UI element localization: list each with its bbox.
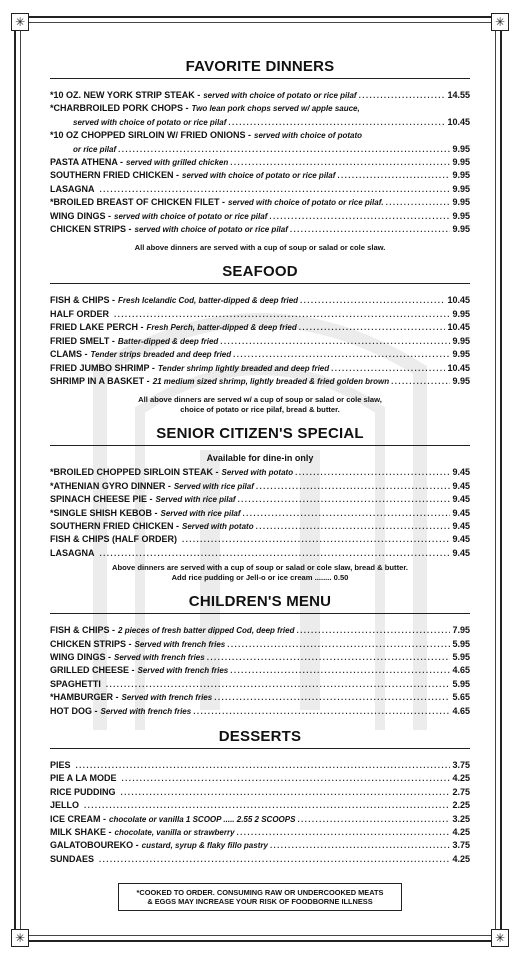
section-subtitle: Available for dine-in only	[206, 453, 314, 464]
menu-item-name: FRIED SMELT -	[50, 335, 115, 346]
dot-leader	[228, 116, 445, 129]
dot-leader	[290, 223, 451, 236]
menu-item-description: served with choice of potato or rice pilaf	[73, 117, 227, 127]
dot-leader	[84, 799, 450, 812]
menu-item-price: 9.95	[452, 170, 470, 181]
dot-leader	[269, 210, 450, 223]
item-list	[50, 759, 470, 866]
menu-item-price: 10.45	[447, 362, 470, 373]
menu-item-name: ICE CREAM -	[50, 813, 106, 824]
menu-item	[50, 533, 470, 546]
menu-item	[50, 116, 470, 129]
menu-item	[50, 375, 470, 388]
menu-item-description: Fresh Perch, batter-dipped & deep fried	[146, 323, 297, 333]
section-title: SENIOR CITIZEN'S SPECIAL	[50, 425, 470, 446]
menu-item-price: 9.95	[452, 335, 470, 346]
menu-item-price: 4.25	[452, 853, 470, 864]
menu-item	[50, 678, 470, 691]
section-title: CHILDREN'S MENU	[50, 593, 470, 614]
menu-item-name: FRIED JUMBO SHRIMP -	[50, 362, 155, 373]
senior-special-section	[50, 425, 470, 583]
menu-item-name: HALF ORDER	[50, 308, 109, 319]
menu-item-name: GRILLED CHEESE -	[50, 665, 135, 676]
menu-item-price: 2.25	[452, 800, 470, 811]
menu-item-price: 9.95	[452, 224, 470, 235]
menu-item-description: served with choice of potato or rice pilaf.	[228, 198, 384, 208]
menu-item	[50, 335, 470, 348]
menu-item-description: Two lean pork chops served w/ apple sauce,	[191, 104, 360, 114]
dot-leader	[300, 294, 445, 307]
menu-item-name: *SINGLE SHISH KEBOB -	[50, 507, 158, 518]
dot-leader	[214, 691, 450, 704]
menu-item-name: FISH & CHIPS -	[50, 295, 116, 306]
dot-leader	[106, 678, 451, 691]
menu-item	[50, 466, 470, 479]
menu-item-price: 9.95	[452, 157, 470, 168]
corner-ornament-icon: ✳	[491, 929, 509, 947]
dot-leader	[256, 520, 451, 533]
menu-item	[50, 691, 470, 704]
menu-item	[50, 156, 470, 169]
dot-leader	[182, 533, 450, 546]
menu-item	[50, 223, 470, 236]
note-line: All above dinners are served with a cup of soup or salad or cole slaw.	[134, 243, 386, 253]
item-list	[50, 89, 470, 236]
dot-leader	[118, 143, 450, 156]
menu-item-price: 5.95	[452, 651, 470, 662]
menu-item-description: Served with french fries	[100, 706, 192, 716]
section-note	[50, 563, 470, 583]
favorite-dinners-section	[50, 58, 470, 253]
menu-item-description: Served with french fries	[121, 693, 213, 703]
menu-item-price: 9.45	[452, 547, 470, 558]
menu-item-name: PIE A LA MODE	[50, 773, 117, 784]
menu-item-name: SHRIMP IN A BASKET -	[50, 375, 150, 386]
menu-item	[50, 308, 470, 321]
menu-item-price: 10.45	[447, 295, 470, 306]
note-line: Above dinners are served with a cup of soup or salad or cole slaw, bread & butter.	[112, 563, 408, 573]
corner-ornament-icon: ✳	[11, 929, 29, 947]
menu-item-price: 9.95	[452, 349, 470, 360]
menu-item-description: Served with french fries	[134, 639, 226, 649]
menu-item-price: 9.95	[452, 308, 470, 319]
menu-content	[50, 58, 470, 870]
dot-leader	[76, 759, 451, 772]
menu-item	[50, 759, 470, 772]
menu-item-description: chocolate or vanilla 1 SCOOP ..... 2.55 2 SCOOPS	[109, 814, 296, 824]
menu-item	[50, 294, 470, 307]
dot-leader	[297, 624, 451, 637]
menu-item-price: 9.95	[452, 183, 470, 194]
menu-item-description: Fresh Icelandic Cod, batter-dipped & deep fried	[118, 296, 299, 306]
warning-line: & EGGS MAY INCREASE YOUR RISK OF FOODBORNE ILLNESS	[147, 897, 373, 906]
item-list	[50, 624, 470, 718]
menu-item-description: Served with french fries	[114, 652, 205, 662]
menu-item-name: *ATHENIAN GYRO DINNER -	[50, 480, 171, 491]
menu-item-name: CHICKEN STRIPS -	[50, 638, 132, 649]
dot-leader	[337, 169, 450, 182]
menu-item-name: CLAMS -	[50, 349, 88, 360]
warning-line: *COOKED TO ORDER. CONSUMING RAW OR UNDERCOOKED MEATS	[136, 888, 384, 897]
menu-item-description: served with choice of potato or rice pilaf	[182, 171, 336, 181]
menu-item-price: 10.45	[447, 322, 470, 333]
menu-item-name: HOT DOG -	[50, 705, 98, 716]
item-list	[50, 294, 470, 388]
corner-ornament-icon: ✳	[491, 13, 509, 31]
dot-leader	[237, 826, 451, 839]
menu-item-name: WING DINGS -	[50, 651, 111, 662]
menu-item-description: served with choice of potato or rice pilaf	[203, 91, 357, 100]
dot-leader	[100, 547, 451, 560]
menu-item	[50, 321, 470, 334]
menu-item-price: 9.45	[452, 494, 470, 505]
menu-item-name: *BROILED BREAST OF CHICKEN FILET -	[50, 197, 225, 208]
menu-item-name: PASTA ATHENA -	[50, 157, 123, 168]
desserts-section	[50, 728, 470, 866]
dot-leader	[270, 839, 451, 852]
menu-item-description: Tender shrimp lightly breaded and deep fried	[157, 363, 330, 373]
dot-leader	[238, 493, 451, 506]
menu-item-name: FISH & CHIPS -	[50, 625, 116, 636]
menu-item-name: FISH & CHIPS (HALF ORDER)	[50, 534, 177, 545]
menu-item-price: 3.25	[452, 813, 470, 824]
menu-item	[50, 493, 470, 506]
dot-leader	[122, 772, 451, 785]
menu-item-price: 3.75	[452, 760, 470, 770]
menu-item-price: 7.95	[452, 625, 470, 636]
dot-leader	[331, 362, 445, 375]
menu-item-description: served with choice of potato	[254, 131, 363, 141]
note-line: choice of potato or rice pilaf, bread & butter.	[180, 405, 340, 415]
menu-item-price: 9.45	[452, 467, 470, 478]
menu-item	[50, 169, 470, 182]
menu-item-name: SPAGHETTI	[50, 678, 101, 689]
menu-item-name: SOUTHERN FRIED CHICKEN -	[50, 170, 180, 181]
menu-item	[50, 362, 470, 375]
section-note	[50, 395, 470, 415]
section-title: DESSERTS	[50, 728, 470, 749]
menu-item-price: 2.75	[452, 786, 470, 797]
menu-item	[50, 89, 470, 102]
menu-item-price: 5.95	[452, 678, 470, 689]
menu-item-price: 10.45	[447, 116, 470, 127]
menu-item	[50, 705, 470, 718]
menu-item-name: *CHARBROILED PORK CHOPS -	[50, 103, 189, 114]
menu-item-price: 9.95	[452, 143, 470, 154]
menu-item	[50, 183, 470, 196]
dot-leader	[391, 375, 450, 388]
dot-leader	[193, 705, 450, 718]
menu-item-description: chocolate, vanilla or strawberry	[114, 828, 235, 838]
menu-item	[50, 348, 470, 361]
menu-item-name: *10 OZ CHOPPED SIRLOIN W/ FRIED ONIONS -	[50, 130, 252, 141]
menu-item	[50, 813, 470, 826]
menu-item	[50, 196, 470, 209]
food-safety-warning	[118, 883, 402, 911]
menu-item-price: 4.65	[452, 705, 470, 716]
menu-item	[50, 547, 470, 560]
dot-leader	[299, 321, 446, 334]
dot-leader	[230, 664, 450, 677]
childrens-menu-section	[50, 593, 470, 718]
menu-item	[50, 638, 470, 651]
menu-item-description: Served with potato	[221, 468, 294, 478]
dot-leader	[99, 853, 450, 866]
dot-leader	[114, 308, 450, 321]
menu-item-name: JELLO	[50, 800, 80, 811]
menu-item	[50, 143, 470, 156]
menu-item-price: 9.45	[452, 507, 470, 518]
section-title: FAVORITE DINNERS	[50, 58, 470, 79]
menu-item-name: PIES	[50, 760, 71, 770]
menu-item-price: 9.45	[452, 534, 470, 545]
menu-item-name: LASAGNA	[50, 547, 95, 558]
menu-item-name: WING DINGS -	[50, 210, 111, 221]
menu-item-price: 5.65	[452, 692, 470, 703]
menu-item	[50, 507, 470, 520]
menu-item	[50, 624, 470, 637]
menu-item-name: *10 OZ. NEW YORK STRIP STEAK -	[50, 90, 201, 100]
menu-item-name: RICE PUDDING	[50, 786, 116, 797]
menu-item-price: 9.95	[452, 197, 470, 208]
menu-item-name: GALATOBOUREKO -	[50, 840, 139, 851]
menu-item-description: Batter-dipped & deep fried	[117, 336, 219, 346]
dot-leader	[220, 335, 450, 348]
dot-leader	[100, 183, 451, 196]
menu-item-description: served with choice of potato or rice pilaf	[134, 225, 288, 235]
menu-item	[50, 826, 470, 839]
menu-item	[50, 839, 470, 852]
menu-item	[50, 786, 470, 799]
menu-item	[50, 102, 470, 115]
note-line: All above dinners are served w/ a cup of soup or salad or cole slaw,	[138, 395, 382, 405]
menu-item	[50, 129, 470, 142]
menu-item-name: SUNDAES	[50, 853, 95, 864]
dot-leader	[230, 156, 450, 169]
menu-item-price: 4.65	[452, 665, 470, 676]
menu-item-description: Served with potato	[182, 521, 254, 531]
dot-leader	[386, 196, 451, 209]
menu-item-description: or rice pilaf	[73, 144, 117, 154]
dot-leader	[233, 348, 450, 361]
menu-item-price: 4.25	[452, 827, 470, 838]
item-list	[50, 466, 470, 560]
menu-item-description: served with choice of potato or rice pilaf	[114, 211, 268, 221]
menu-item	[50, 853, 470, 866]
menu-item-name: FRIED LAKE PERCH -	[50, 322, 144, 333]
menu-item-price: 9.45	[452, 480, 470, 491]
menu-item-description: Served with rice pilaf	[173, 481, 254, 491]
dot-leader	[227, 638, 450, 651]
menu-item-price: 9.95	[452, 210, 470, 221]
menu-item-name: *BROILED CHOPPED SIRLOIN STEAK -	[50, 467, 219, 478]
dot-leader	[256, 480, 451, 493]
menu-item	[50, 480, 470, 493]
menu-item	[50, 772, 470, 785]
note-line: Add rice pudding or Jell-o or ice cream ........ 0.50	[171, 573, 349, 583]
menu-item-description: Served with rice pilaf	[155, 495, 236, 505]
menu-item-description: Served with rice pilaf	[160, 508, 241, 518]
menu-item	[50, 664, 470, 677]
dot-leader	[121, 786, 451, 799]
dot-leader	[297, 813, 450, 826]
menu-item-name: LASAGNA	[50, 183, 95, 194]
seafood-section	[50, 263, 470, 415]
menu-item	[50, 651, 470, 664]
menu-item-name: *HAMBURGER -	[50, 692, 119, 703]
menu-item-name: SPINACH CHEESE PIE -	[50, 494, 153, 505]
dot-leader	[359, 89, 446, 102]
menu-item-price: 4.25	[452, 773, 470, 784]
menu-item-description: served with grilled chicken	[126, 158, 229, 168]
menu-item-price: 14.55	[447, 90, 470, 100]
menu-item-description: Served with french fries	[137, 666, 229, 676]
menu-item-description: Tender strips breaded and deep fried	[90, 350, 232, 360]
section-title: SEAFOOD	[50, 263, 470, 284]
dot-leader	[243, 507, 451, 520]
menu-item	[50, 799, 470, 812]
menu-item	[50, 210, 470, 223]
menu-item-description: 2 pieces of fresh batter dipped Cod, deep fried	[118, 626, 295, 636]
menu-item-description: 21 medium sized shrimp, lightly breaded & fried golden brown	[152, 376, 390, 386]
menu-item-price: 5.95	[452, 638, 470, 649]
menu-item-price: 3.75	[452, 840, 470, 851]
menu-item-name: MILK SHAKE -	[50, 827, 112, 838]
menu-item-name: CHICKEN STRIPS -	[50, 224, 132, 235]
section-note	[50, 243, 470, 253]
menu-item-price: 9.45	[452, 520, 470, 531]
menu-item-price: 9.95	[452, 375, 470, 386]
menu-item-name: SOUTHERN FRIED CHICKEN -	[50, 520, 180, 531]
menu-item-description: custard, syrup & flaky fillo pastry	[141, 841, 268, 851]
dot-leader	[207, 651, 451, 664]
menu-item	[50, 520, 470, 533]
dot-leader	[295, 466, 450, 479]
corner-ornament-icon: ✳	[11, 13, 29, 31]
